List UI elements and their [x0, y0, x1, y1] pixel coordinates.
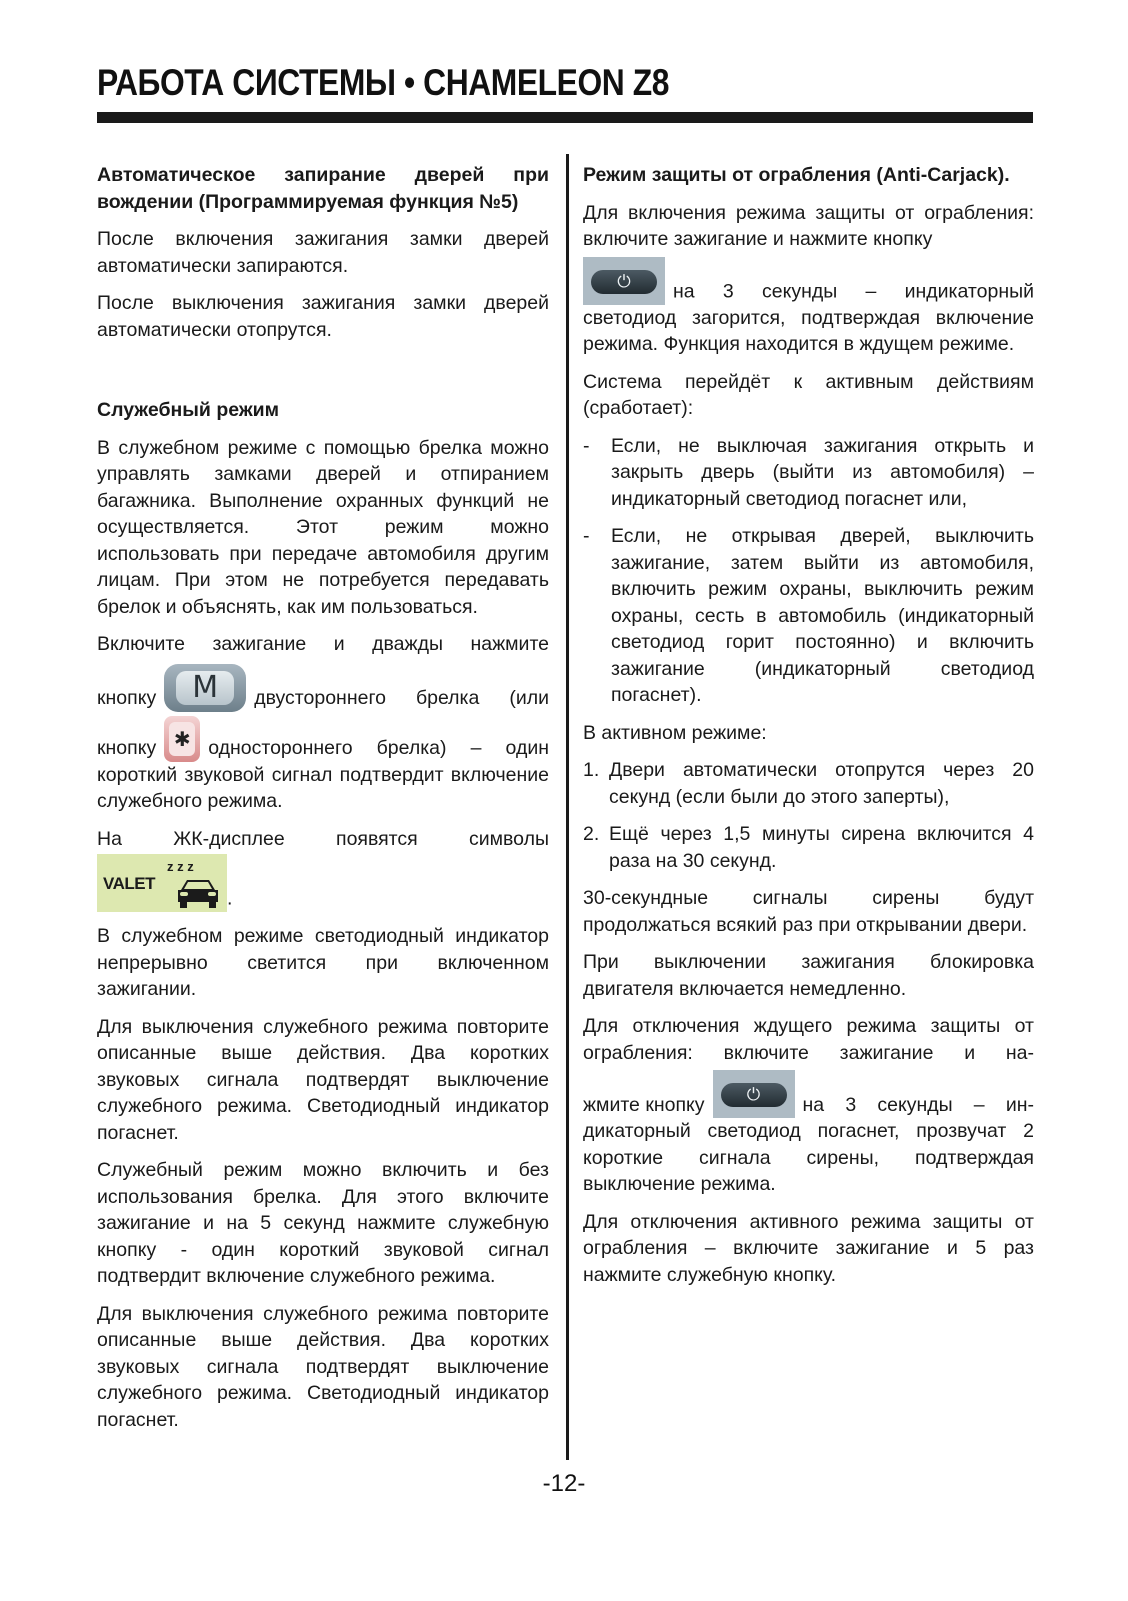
enable-knopku-2: кнопку: [97, 737, 157, 759]
led-paragraph: В служебном режиме светодиодный индикатор непрерывно светится при включенном зажигании.: [97, 925, 549, 1000]
autolock-paragraph-2: После выключения зажигания замки дверей автоматически отопрутся.: [97, 292, 549, 341]
active-actions-paragraph: Система перейдёт к активным действиям (сработает):: [583, 370, 1034, 419]
list-item: 2. Ещё через 1,5 минуты сирена включится 4 раза на 30 секунд.: [583, 823, 1034, 872]
service-mode-heading: Служебный режим: [97, 399, 280, 421]
page-number: -12-: [542, 1470, 586, 1497]
disable-wait-line: Для отключения ждущего режима защиты от ограбления: включите зажигание и на-: [583, 1015, 1034, 1064]
list-item: - Если, не выключая зажигания открыть и закрыть дверь (выйти из автомобиля) – индикаторный светодиод погаснет или,: [583, 433, 1034, 513]
no-fob-paragraph: Служебный режим можно включить и без использования брелка. Для этого включите зажигание и на 5 секунд нажмите служебную кнопку - один короткий звуковой сигнал подтвердит включение служебного режима.: [97, 1159, 549, 1287]
anticarjack-heading: Режим защиты от ограбления (Anti-Carjack).: [583, 164, 1010, 186]
column-divider: [566, 154, 569, 1460]
active-mode-label: В активном режиме:: [583, 721, 767, 744]
enable-line-1: Включите зажигание и дважды нажмите: [97, 633, 549, 655]
anticarjack-enable-after: ⏻ на 3 секунды – индикаторный светодиод загорится, подтверждая включение режима. Функция находится в ждущем режиме.: [583, 257, 1034, 358]
disable-wait-rest: дикаторный светодиод погаснет, прозвучат 2 короткие сигнала сирены, подтверждая выключение режима.: [583, 1120, 1034, 1195]
page-title: РАБОТА СИСТЕМЫ • CHAMELEON Z8: [97, 62, 670, 103]
engine-paragraph: При выключении зажигания блокировка двигателя включается немедленно.: [583, 951, 1034, 1000]
steps-list: [583, 757, 1034, 874]
list-item: - Если, не открывая дверей, выключить зажигание, затем выйти из автомобиля, включить режим охраны, выключить режим охраны, сесть в автомобиль (индикаторный светодиод горит постоянно) и включить зажигание (индикаторный светодиод погаснет).: [583, 523, 1034, 709]
valet-display-icon: [97, 854, 227, 912]
right-column: [583, 162, 1034, 1299]
valet-zzz: z z z: [167, 859, 194, 874]
disable-paragraph-1: Для выключения служебного режима повторите описанные выше действия. Два коротких звуковых сигнала подтвердят выключение служебного режима. Светодиодный индикатор погаснет.: [97, 1015, 549, 1144]
enable-rest: короткий звуковой сигнал подтвердит включение служебного режима.: [97, 763, 549, 812]
m-button-icon: M: [164, 664, 246, 712]
disable-wait-block: [583, 1013, 1034, 1198]
disable-wait-pre: жмите кнопку: [583, 1093, 705, 1116]
header-rule: [97, 112, 1033, 123]
service-mode-paragraph: В служебном режиме с помощью брелка можно управлять замками дверей и отпиранием багажника. Выполнение охранных функций не осуществляется. Этот режим можно использовать при передаче автомобиля другим лицам. При этом не потребуется передавать брелок и объяснять, как им пользоваться.: [97, 436, 549, 618]
disable-paragraph-2: Для выключения служебного режима повторите описанные выше действия. Два коротких звуковых сигнала подтвердят выключение служебного режима. Светодиодный индикатор погаснет.: [97, 1302, 549, 1431]
list-item: 1. Двери автоматически отопрутся через 20 секунд (если были до этого заперты),: [583, 759, 1034, 808]
power-button-icon: ⏻: [713, 1070, 795, 1118]
disable-active-paragraph: Для отключения активного режима защиты от ограбления – включите зажигание и 5 раз нажмите служебную кнопку.: [583, 1210, 1034, 1286]
display-period: .: [227, 887, 233, 910]
enable-after-star: одностороннего брелка) – один: [208, 737, 549, 759]
autolock-heading: Автоматическое запирание дверей при вождении (Программируемая функция №5): [97, 164, 549, 213]
anticarjack-enable: Для включения режима защиты от ограбления: включите зажигание и нажмите кнопку: [583, 201, 1034, 250]
autolock-paragraph-1: После включения зажигания замки дверей автоматически запираются.: [97, 228, 549, 277]
display-symbols: [97, 826, 549, 913]
conditions-list: [583, 433, 1034, 709]
enable-knopku-1: кнопку: [97, 687, 157, 709]
power-button-icon: ⏻: [583, 257, 665, 305]
siren-paragraph: 30-секундные сигналы сирены будут продолжаться всякий раз при открывании двери.: [583, 887, 1034, 936]
valet-label: VALET: [103, 874, 155, 893]
display-line: На ЖК-дисплее появятся символы: [97, 827, 549, 850]
enable-after-m: двустороннего брелка (или: [254, 687, 549, 709]
star-button-icon: ✱: [164, 716, 200, 762]
car-icon: [175, 876, 221, 910]
disable-wait-post: на 3 секунды – ин-: [802, 1093, 1034, 1116]
left-column: [97, 162, 549, 1444]
enable-instructions: [97, 631, 549, 815]
